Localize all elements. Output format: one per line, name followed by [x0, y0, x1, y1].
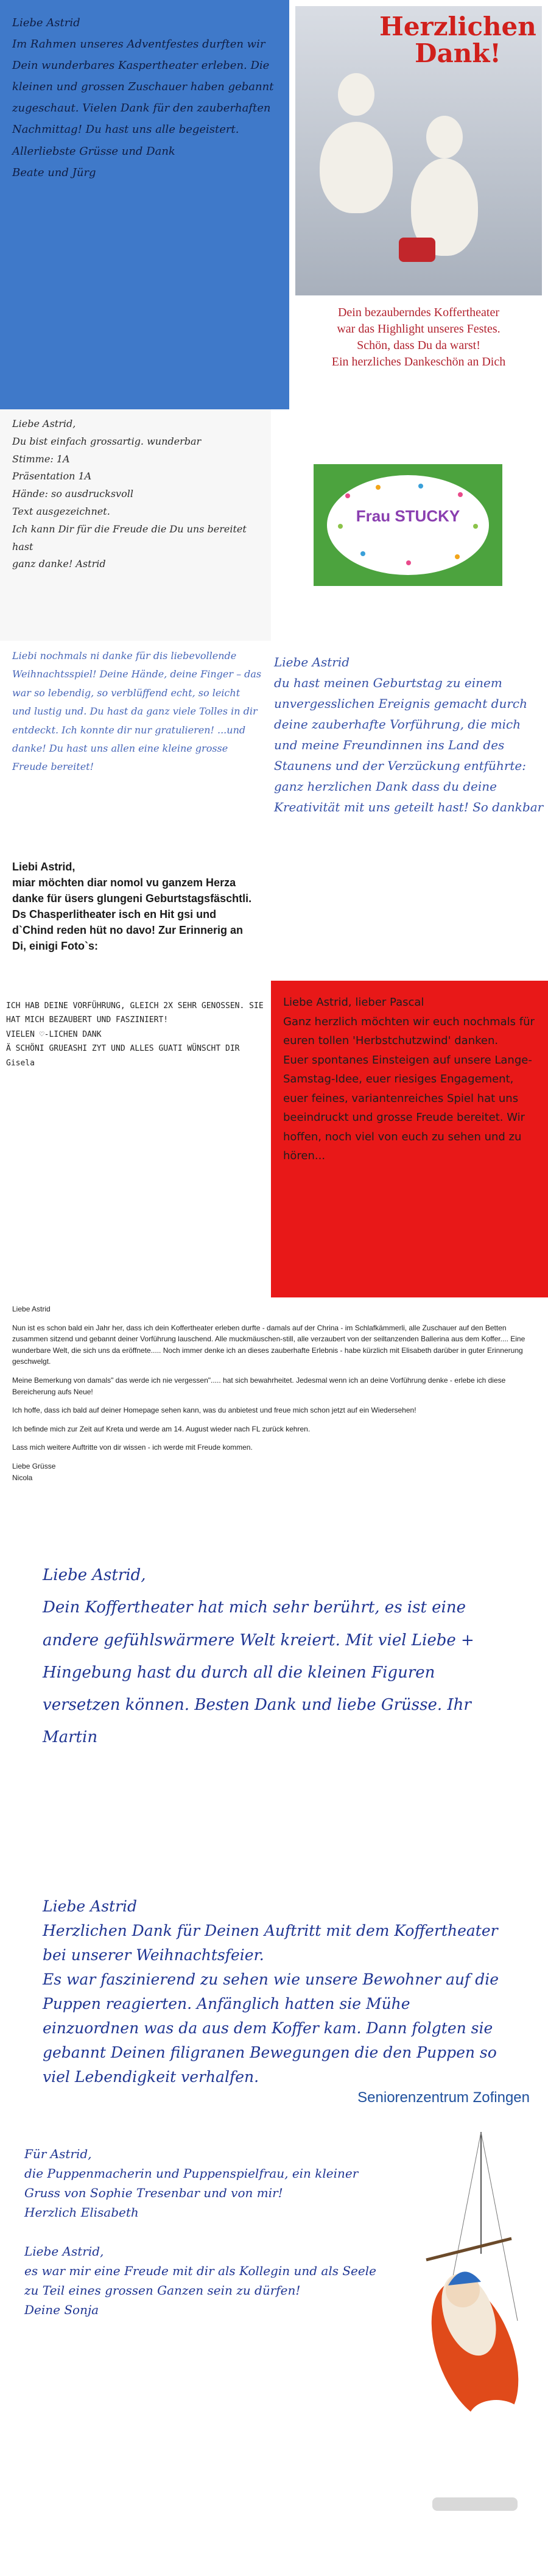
card-caption: Dein bezauberndes Koffertheater war das Highlight unseres Festes. Schön, dass Du da warst! Ein herzliches Dankeschön an Dich	[331, 306, 506, 369]
logo-green-square	[314, 464, 502, 586]
caps-handwritten-note	[0, 987, 271, 1170]
marionette-photo	[390, 2132, 548, 2573]
confetti-dot	[455, 554, 460, 559]
geburtstag-note	[274, 652, 548, 981]
organization-name: Seniorenzentrum Zofingen	[357, 2089, 530, 2106]
letter-paragraph: Meine Bemerkung von damals" das werde ich nie vergessen"..... hat sich bewahrheitet. Jedesmal wenn ich an deine Vorführung denke - erlebe ich diese Bereicherung aufs Neue!	[12, 1375, 506, 1396]
doll-head	[426, 116, 463, 158]
logo-brand-word: Frau STUCKY	[356, 507, 460, 525]
puppenspiel-note	[0, 2132, 390, 2573]
confetti-dot	[418, 484, 423, 489]
geburtstag-note-text: Liebe Astrid du hast meinen Geburtstag zu einem unvergesslichen Ereignis gemacht durch deine zauberhafte Vorführung, die mich und meine Freundinnen ins Land des Staunens und der Verzückung entführte: ganz herzlichen Dank dass du deine Kreativität mit uns geteilt hast! So dankbar	[274, 655, 544, 814]
letter-paragraph: Ich hoffe, dass ich bald auf deiner Homepage sehen kann, was du anbietest und freue mich schon jetzt auf ein Wiedersehen!	[12, 1406, 416, 1415]
blue-handwritten-note	[0, 0, 289, 409]
doll-figure	[320, 122, 393, 213]
letter-paragraph: Nun ist es schon bald ein Jahr her, dass ich dein Koffertheater erleben durfte - damals auf der Chrina - im Schlafkämmerli, alle Zuschauer auf den Betten zusammen sitzend und gebannt deiner Vorführung lauschend. Alle muckmäuschen-still, alle verzaubert von der seiltanzenden Ballerina aus dem Koffer.... Eine wunderbare Welt, die sich uns da eröffnete..... Noch immer denke ich an dieses zauberhafte Erlebnis - habe kürzlich mit Elisabeth darüber in guter Erinnerung geschwelgt.	[12, 1323, 525, 1366]
printed-letter	[0, 1304, 548, 1559]
seniorenzentrum-note	[0, 1882, 548, 2132]
puppenspiel-note-text: Für Astrid, die Puppenmacherin und Puppenspielfrau, ein kleiner Gruss von Sophie Tresenbar und von mir! Herzlich Elisabeth Liebe Astrid, es war mir eine Freude mit dir als Kollegin und als Seele zu Teil eines grossen Ganzen sein zu dürfen! Deine Sonja	[24, 2147, 376, 2317]
confetti-dot	[360, 551, 365, 556]
letter-paragraph: Liebe Astrid	[12, 1305, 51, 1313]
stimme-note-text: Liebe Astrid, Du bist einfach grossartig. wunderbar Stimme: 1A Präsentation 1A Hände: so ausdrucksvoll Text ausgezeichnet. Ich kann Dir für die Freude die Du uns bereitet hast ganz danke! Astrid	[12, 418, 247, 570]
red-bag	[399, 238, 435, 262]
confetti-dot	[345, 493, 350, 498]
printed-birthday-message: Liebi Astrid, miar möchten diar nomol vu ganzem Herza danke für üsers glungeni Geburtstagsfäschtli. Ds Chasperlitheater isch en Hit gsi und d`Chind reden hüt no davo! Zur Erinnerig an Di, einigi Foto`s:	[12, 861, 252, 953]
weihnachtsspiel-note	[0, 641, 271, 854]
koffertheater-note	[0, 1559, 548, 1882]
red-thank-you-note	[271, 981, 548, 1297]
confetti-dot	[473, 524, 478, 529]
koffertheater-note-text: Liebe Astrid, Dein Koffertheater hat mich sehr berührt, es ist eine andere gefühlswärmere Welt kreiert. Mit viel Liebe + Hingebung hast du durch all die kleinen Figuren versetzen können. Besten Dank und liebe Grüsse. Ihr Martin	[43, 1566, 474, 1747]
weihnachtsspiel-note-text: Liebi nochmals ni danke für dis liebevollende Weihnachtsspiel! Deine Hände, deine Finger – das war so lebendig, so verblüffend echt, so leicht und lustig und. Du hast da ganz viele Tolles in dir entdeckt. Ich konnte dir nur gratulieren! ...und danke! Du hast uns allen eine kleine grosse Freude bereitet!	[12, 650, 262, 773]
confetti-dot	[406, 560, 411, 565]
frau-stucky-logo	[271, 409, 548, 641]
logo-oval	[327, 475, 489, 575]
letter-signoff: Liebe Grüsse Nicola	[12, 1461, 56, 1482]
letter-paragraph: Ich befinde mich zur Zeit auf Kreta und werde am 14. August wieder nach FL zurück kehren.	[12, 1424, 311, 1433]
seniorenzentrum-note-text: Liebe Astrid Herzlichen Dank für Deinen Auftritt mit dem Koffertheater bei unserer Weihnachtsfeier. Es war faszinierend zu sehen wie unsere Bewohner auf die Puppen reagierten. Anfänglich hatten sie Mühe einzuordnen was da aus dem Koffer kam. Dann folgten sie gebannt Deinen filigranen Bewegungen die den Puppen so viel Lebendigkeit verhalfen.	[43, 1897, 499, 2086]
thank-you-card	[289, 0, 548, 409]
confetti-dot	[338, 524, 343, 529]
confetti-dot	[458, 492, 463, 497]
doll-head	[338, 73, 374, 116]
confetti-dot	[376, 485, 381, 490]
red-note-text: Liebe Astrid, lieber Pascal Ganz herzlich möchten wir euch nochmals für euren tollen 'Herbstchutzwind' danken. Euer spontanes Einsteigen auf unsere Lange-Samstag-Idee, euer riesiges Engagement, euer feines, variantenreiches Spiel hat uns beeindruckt und grosse Freude bereitet. Wir hoffen, noch viel von euch zu sehen und zu hören...	[283, 996, 535, 1162]
caps-note-text: ICH HAB DEINE VORFÜHRUNG, GLEICH 2X SEHR GENOSSEN. SIE HAT MICH BEZAUBERT UND FASZINIERT! VIELEN ♡-LICHEN DANK Ä SCHÖNI GRUEASHI ZYT UND ALLES GUATI WÜNSCHT DIR Gisela	[6, 1001, 264, 1068]
letter-paragraph: Lass mich weitere Auftritte von dir wissen - ich werde mit Freude kommen.	[12, 1443, 253, 1452]
card-title: Herzlichen Dank!	[379, 12, 536, 69]
blue-note-text: Liebe Astrid Im Rahmen unseres Adventfestes durften wir Dein wunderbares Kaspertheater erleben. Die kleinen und grossen Zuschauer haben gebannt zugeschaut. Vielen Dank für den zauberhaften Nachmittag! Du hast uns alle begeistert. Allerliebste Grüsse und Dank Beate und Jürg	[12, 16, 274, 179]
marionette-figure-icon	[390, 2132, 548, 2573]
stimme-note	[0, 409, 271, 641]
